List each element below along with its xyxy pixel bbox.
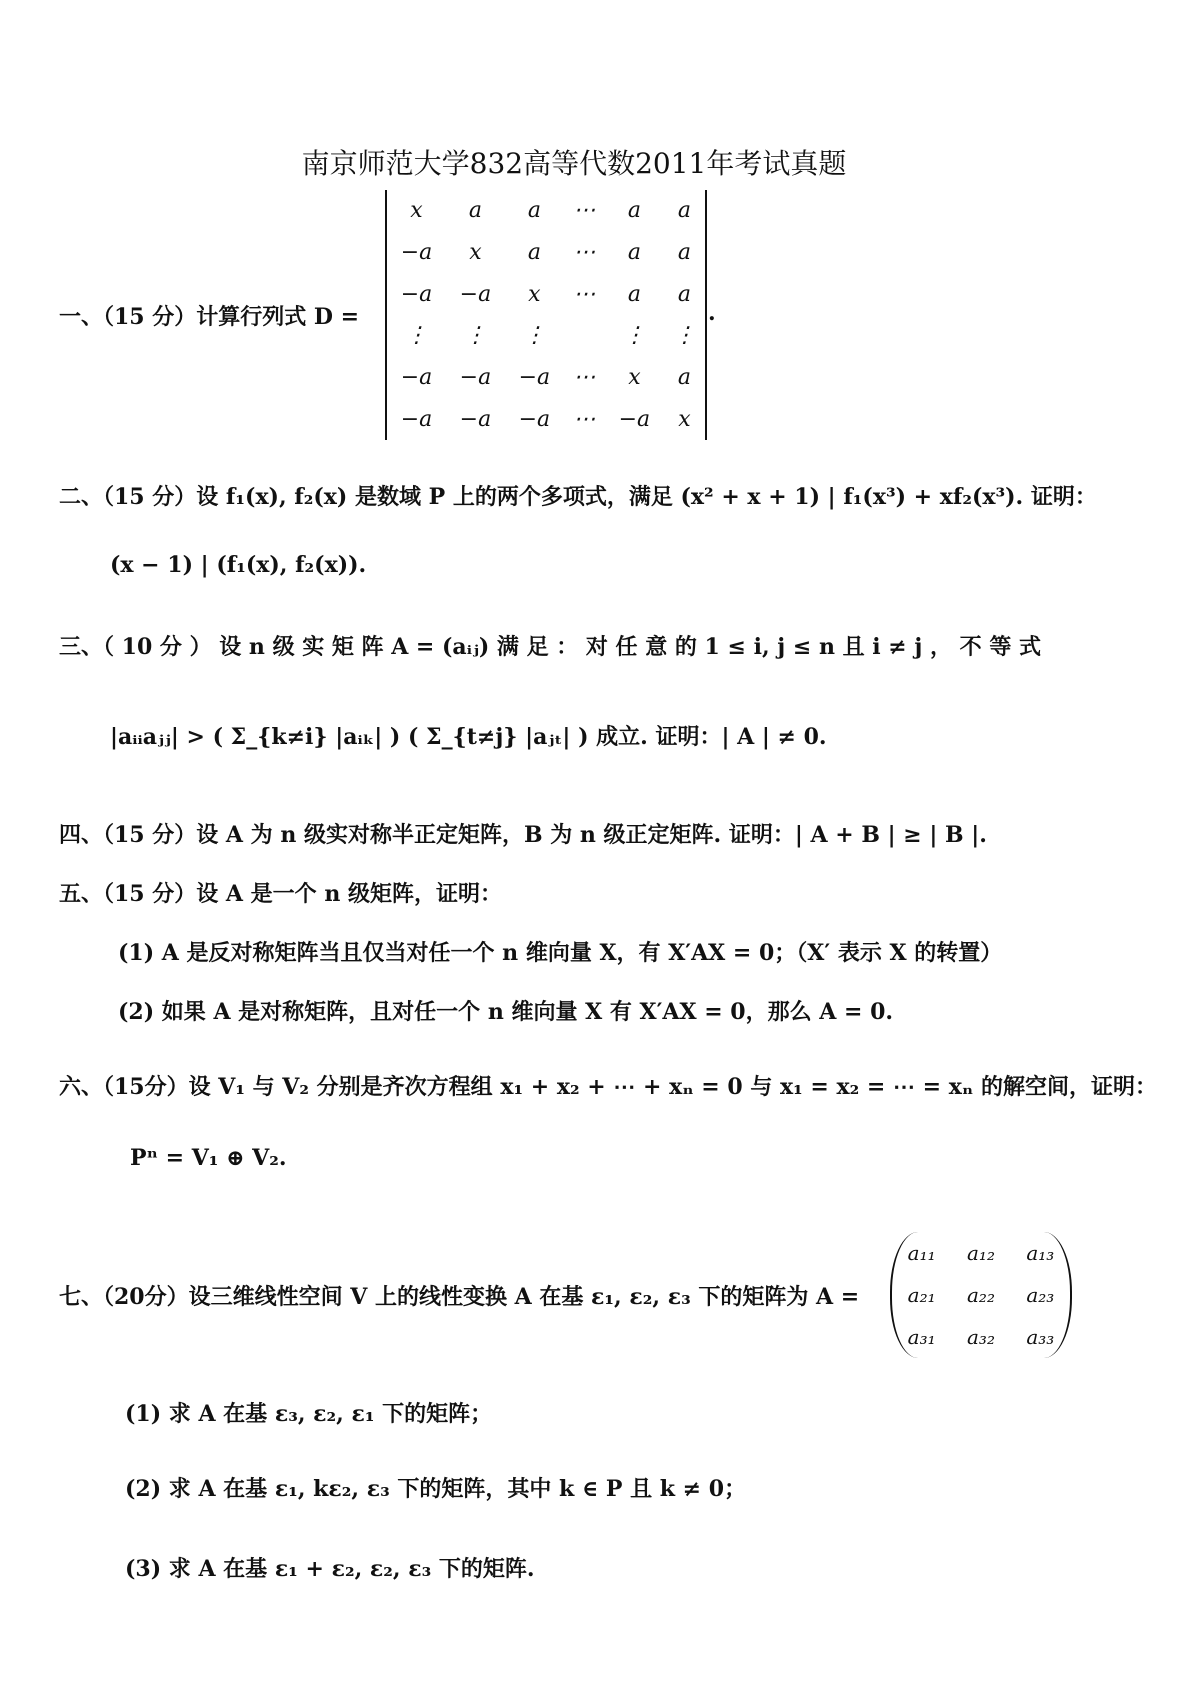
- matrix-entry: a: [627, 239, 641, 265]
- matrix-entry: −a: [459, 406, 492, 432]
- matrix-entry: a₁₂: [967, 1241, 995, 1265]
- matrix-entry: −a: [518, 364, 551, 390]
- matrix-entry: ⋮: [523, 323, 546, 349]
- q1-determinant: [385, 190, 707, 440]
- matrix-entry: ⋯: [573, 239, 596, 265]
- matrix-entry: −a: [400, 406, 433, 432]
- matrix-entry: ⋮: [464, 323, 487, 349]
- matrix-entry: a: [468, 198, 482, 224]
- matrix-entry: a₁₁: [907, 1241, 936, 1265]
- matrix-entry: a₃₁: [907, 1325, 936, 1349]
- q3-line1: 三、（ 10 分 ） 设 n 级 实 矩 阵 A = (aᵢⱼ) 满 足 ： 对 任 意 的 1 ≤ i, j ≤ n 且 i ≠ j ， 不 等 式: [59, 634, 1041, 660]
- matrix-entry: −a: [518, 406, 551, 432]
- matrix-entry: a₂₂: [967, 1283, 995, 1307]
- matrix-entry: a: [677, 364, 691, 390]
- matrix-entry: [564, 315, 605, 357]
- matrix-entry: ⋯: [573, 364, 596, 390]
- q5-part2: (2) 如果 A 是对称矩阵，且对任一个 n 维向量 X 有 X′AX = 0，那么 A = 0.: [118, 999, 894, 1025]
- matrix-entry: ⋯: [573, 406, 596, 432]
- matrix-entry: −a: [400, 281, 433, 307]
- matrix-entry: x: [678, 406, 691, 432]
- matrix-entry: ⋮: [673, 323, 696, 349]
- q7-part2: (2) 求 A 在基 ε₁, kε₂, ε₃ 下的矩阵，其中 k ∈ P 且 k ≠ 0；: [125, 1476, 747, 1502]
- q7-matrix: [890, 1232, 1072, 1358]
- matrix-entry: ⋯: [573, 198, 596, 224]
- matrix-entry: −a: [459, 364, 492, 390]
- q5-line1: 五、（15 分）设 A 是一个 n 级矩阵，证明：: [59, 881, 502, 907]
- matrix-entry: a₃₃: [1026, 1325, 1055, 1349]
- matrix-entry: a: [677, 239, 691, 265]
- matrix-entry: ⋯: [573, 281, 596, 307]
- page-title: 南京师范大学832高等代数2011年考试真题: [301, 147, 847, 180]
- matrix-entry: a₁₃: [1026, 1241, 1055, 1265]
- matrix-entry: −a: [400, 364, 433, 390]
- matrix-entry: a: [627, 281, 641, 307]
- q7-line1: 七、（20分）设三维线性空间 V 上的线性变换 A 在基 ε₁, ε₂, ε₃ 下的矩阵为 A =: [59, 1284, 860, 1310]
- matrix-entry: a: [527, 198, 541, 224]
- matrix-entry: x: [410, 198, 423, 224]
- matrix-entry: x: [628, 364, 641, 390]
- q3-line2: |aᵢᵢaⱼⱼ| > ( Σ_{k≠i} |aᵢₖ| ) ( Σ_{t≠j} |aⱼₜ| ) 成立. 证明：| A | ≠ 0.: [110, 724, 827, 750]
- q6-line1: 六、（15分）设 V₁ 与 V₂ 分别是齐次方程组 x₁ + x₂ + ⋯ + xₙ = 0 与 x₁ = x₂ = ⋯ = xₙ 的解空间，证明：: [59, 1074, 1157, 1100]
- matrix-entry: a₃₂: [967, 1325, 995, 1349]
- matrix-entry: a: [677, 281, 691, 307]
- q1-label: 一、（15 分）计算行列式 D =: [59, 304, 360, 330]
- q2-line1: 二、（15 分）设 f₁(x), f₂(x) 是数域 P 上的两个多项式，满足 (x² + x + 1) | f₁(x³) + xf₂(x³). 证明：: [59, 484, 1097, 510]
- matrix-entry: a: [527, 239, 541, 265]
- q7-part1: (1) 求 A 在基 ε₃, ε₂, ε₁ 下的矩阵；: [125, 1401, 493, 1427]
- q1-end: .: [708, 300, 716, 326]
- q7-part3: (3) 求 A 在基 ε₁ + ε₂, ε₂, ε₃ 下的矩阵.: [125, 1556, 535, 1582]
- q6-line2: Pⁿ = V₁ ⊕ V₂.: [130, 1145, 287, 1171]
- matrix-entry: a: [627, 198, 641, 224]
- matrix-entry: x: [528, 281, 541, 307]
- matrix-entry: a: [677, 198, 691, 224]
- matrix-entry: a₂₃: [1026, 1283, 1055, 1307]
- q5-part1: (1) A 是反对称矩阵当且仅当对任一个 n 维向量 X，有 X′AX = 0；（X′ 表示 X 的转置）: [118, 940, 1003, 966]
- matrix-entry: −a: [400, 239, 433, 265]
- matrix-entry: x: [469, 239, 482, 265]
- matrix-entry: −a: [618, 406, 651, 432]
- matrix-entry: ⋮: [405, 323, 428, 349]
- matrix-entry: a₂₁: [907, 1283, 936, 1307]
- matrix-entry: −a: [459, 281, 492, 307]
- q4-line1: 四、（15 分）设 A 为 n 级实对称半正定矩阵，B 为 n 级正定矩阵. 证明：| A + B | ≥ | B |.: [59, 822, 987, 848]
- matrix-entry: ⋮: [623, 323, 646, 349]
- q2-line2: (x − 1) | (f₁(x), f₂(x)).: [110, 552, 367, 578]
